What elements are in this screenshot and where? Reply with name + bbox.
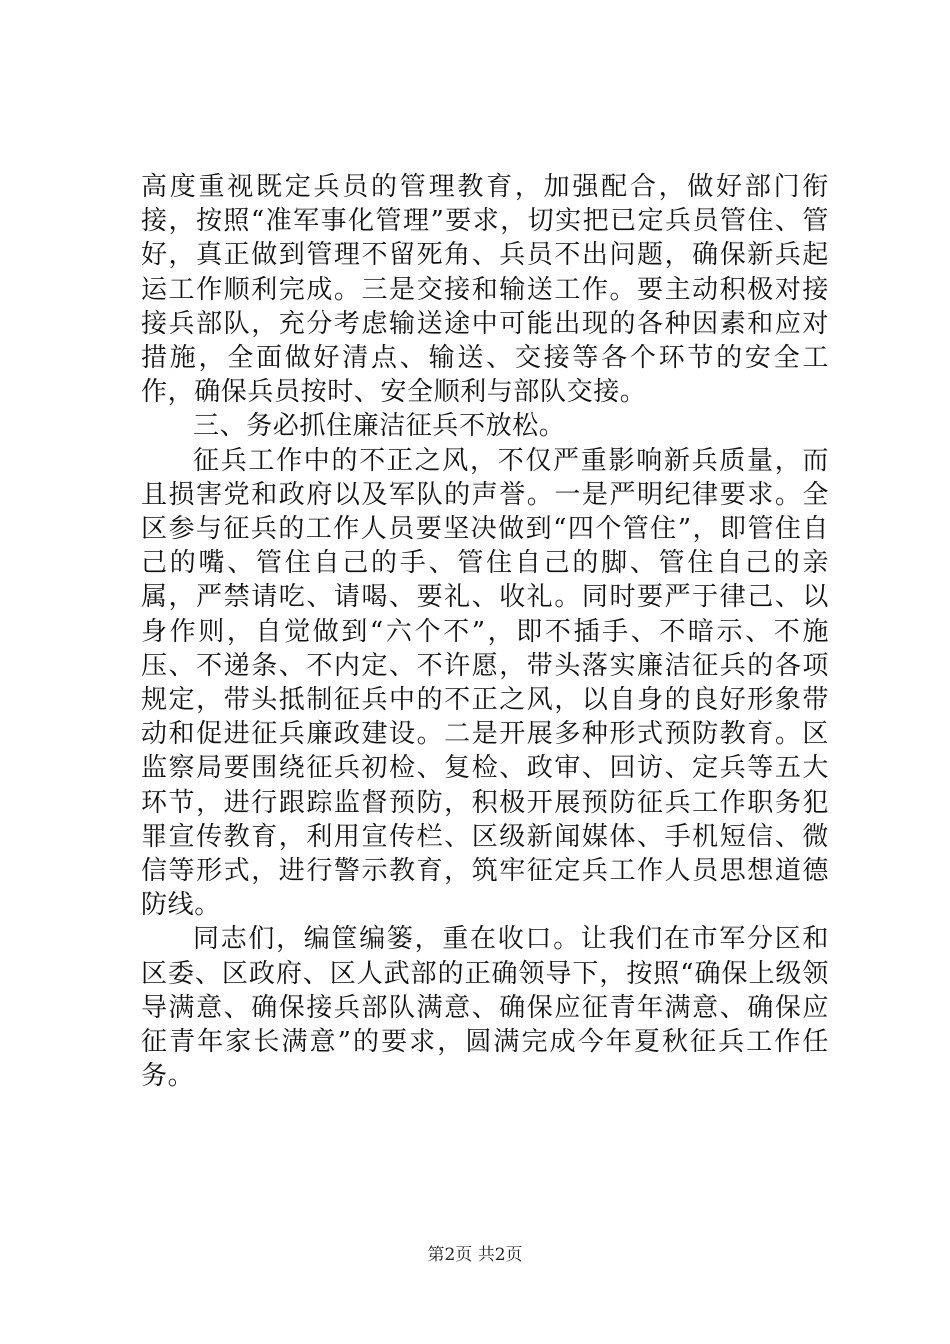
document-body [141, 170, 829, 1093]
section-heading: 三、务必抓住廉洁征兵不放松。 [193, 411, 566, 442]
paragraph-closing: 同志们，编筐编篓，重在收口。让我们在市军分区和区委、区政府、区人武部的正确领导下，按照“确保上级领导满意、确保接兵部队满意、确保应征青年满意、确保应征青年家长满意”的要求，圆满完成今年夏秋征兵工作任务。 [141, 924, 829, 1092]
paragraph-integrity: 征兵工作中的不正之风，不仅严重影响新兵质量，而且损害党和政府以及军队的声誉。一是严明纪律要求。全区参与征兵的工作人员要坚决做到“四个管住”，即管住自己的嘴、管住自己的手、管住自己的脚、管住自己的亲属，严禁请吃、请喝、要礼、收礼。同时要严于律己、以身作则，自觉做到“六个不”，即不插手、不暗示、不施压、不递条、不内定、不许愿，带头落实廉洁征兵的各项规定，带头抵制征兵中的不正之风，以自身的良好形象带动和促进征兵廉政建设。二是开展多种形式预防教育。区监察局要围绕征兵初检、复检、政审、回访、定兵等五大环节，进行跟踪监督预防，积极开展预防征兵工作职务犯罪宣传教育，利用宣传栏、区级新闻媒体、手机短信、微信等形式，进行警示教育，筑牢征定兵工作人员思想道德防线。 [141, 445, 829, 921]
page-number-footer: 第2页 共2页 [427, 1245, 523, 1265]
paragraph-continuation: 高度重视既定兵员的管理教育，加强配合，做好部门衔接，按照“准军事化管理”要求，切实把已定兵员管住、管好，真正做到管理不留死角、兵员不出问题，确保新兵起运工作顺利完成。三是交接和输送工作。要主动积极对接接兵部队，充分考虑输送途中可能出现的各种因素和应对措施，全面做好清点、输送、交接等各个环节的安全工作，确保兵员按时、安全顺利与部队交接。 [141, 172, 829, 408]
